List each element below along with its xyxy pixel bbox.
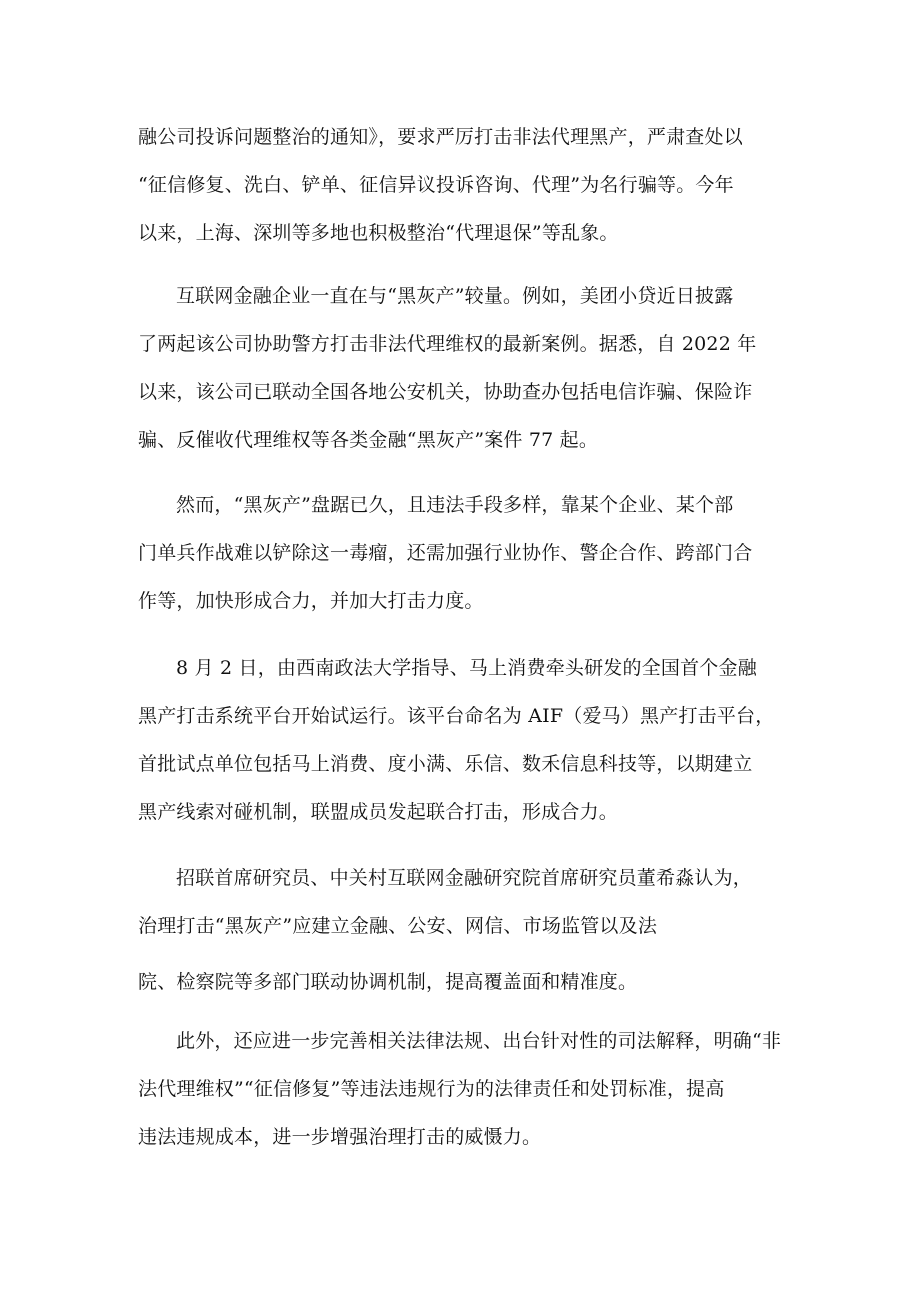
paragraph-5 <box>138 854 798 1006</box>
text-line: 然而，“黑灰产”盘踞已久，且违法手段多样，靠某个企业、某个部 <box>176 494 734 516</box>
text-line: 融公司投诉问题整治的通知》，要求严厉打击非法代理黑产，严肃查处以 <box>138 126 743 148</box>
text-line: 首批试点单位包括马上消费、度小满、乐信、数禾信息科技等，以期建立 <box>138 753 753 775</box>
paragraph-3 <box>138 481 798 625</box>
text-line: 此外，还应进一步完善相关法律法规、出台针对性的司法解释，明确“非 <box>176 1030 782 1052</box>
paragraph-6 <box>138 1017 798 1161</box>
text-line: 治理打击“黑灰产”应建立金融、公安、网信、市场监管以及法 <box>138 915 658 937</box>
text-line: 以来，上海、深圳等多地也积极整治“代理退保”等乱象。 <box>138 222 619 244</box>
text-line: 8 月 2 日，由西南政法大学指导、马上消费牵头研发的全国首个金融 <box>176 657 757 679</box>
paragraph-2 <box>138 272 798 464</box>
text-line: 黑产线索对碰机制，联盟成员发起联合打击，形成合力。 <box>138 801 619 823</box>
text-line: 互联网金融企业一直在与“黑灰产”较量。例如，美团小贷近日披露 <box>176 285 734 307</box>
text-line: 作等，加快形成合力，并加大打击力度。 <box>138 590 484 612</box>
text-line: 招联首席研究员、中关村互联网金融研究院首席研究员董希淼认为， <box>176 867 753 889</box>
text-line: “征信修复、洗白、铲单、征信异议投诉咨询、代理”为名行骗等。今年 <box>138 174 734 196</box>
text-line: 了两起该公司协助警方打击非法代理维权的最新案例。据悉，自 2022 年 <box>138 333 757 355</box>
text-line: 以来，该公司已联动全国各地公安机关，协助查办包括电信诈骗、保险诈 <box>138 381 753 403</box>
paragraph-1 <box>138 113 798 257</box>
text-line: 违法违规成本，进一步增强治理打击的威慑力。 <box>138 1126 542 1148</box>
text-line: 门单兵作战难以铲除这一毒瘤，还需加强行业协作、警企合作、跨部门合 <box>138 542 753 564</box>
text-line: 院、检察院等多部门联动协调机制，提高覆盖面和精准度。 <box>138 971 638 993</box>
text-line: 法代理维权”“征信修复”等违法违规行为的法律责任和处罚标准，提高 <box>138 1078 725 1100</box>
paragraph-4 <box>138 644 798 836</box>
text-line: 黑产打击系统平台开始试运行。该平台命名为 AIF（爱马）黑产打击平台， <box>138 705 775 727</box>
text-line: 骗、反催收代理维权等各类金融“黑灰产”案件 77 起。 <box>138 429 599 451</box>
